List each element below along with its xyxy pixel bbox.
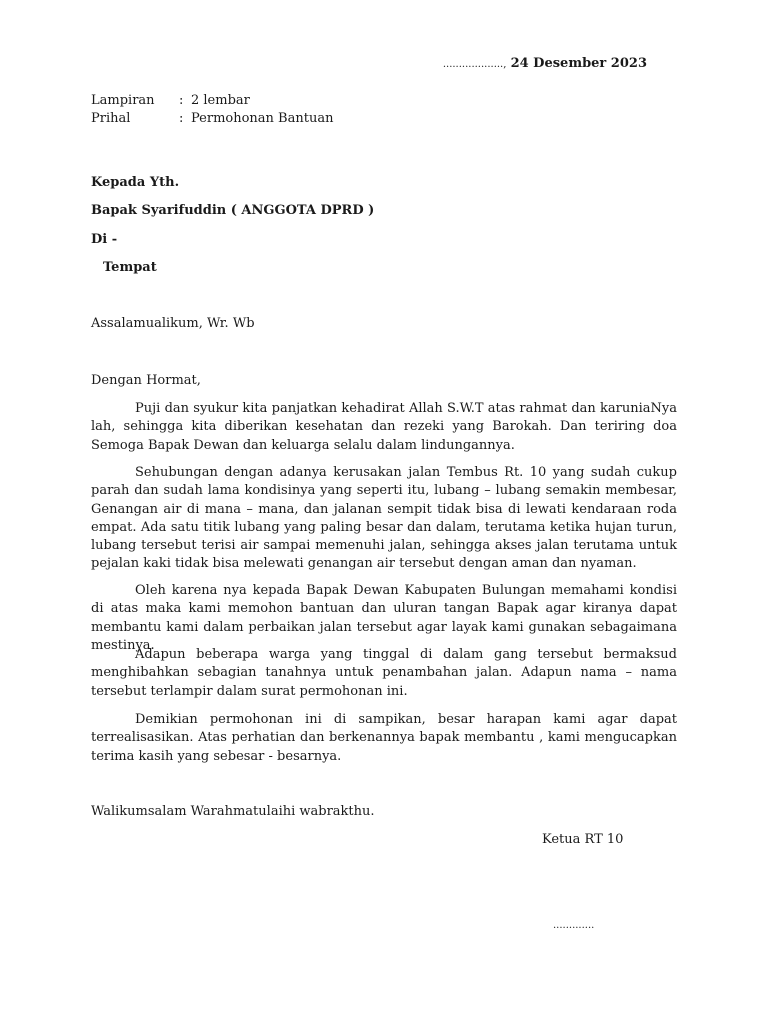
recipient-place: Tempat [103,260,157,275]
recipient-at: Di - [91,232,118,247]
body-paragraph-4: Adapun beberapa warga yang tinggal di dalam gang tersebut bermaksud menghibahkan sebagian tanahnya untuk penambahan jalan. Adapun nama – nama tersebut terlampir dalam surat permohonan ini. [91,647,677,699]
attachment-value: 2 lembar [191,93,250,108]
greeting: Assalamualikum, Wr. Wb [91,316,255,331]
place-placeholder: ..................., [442,59,507,70]
recipient-name: Bapak Syarifuddin ( ANGGOTA DPRD ) [91,203,375,218]
date-line [443,56,647,71]
body-paragraph-1: Puji dan syukur kita panjatkan kehadirat Allah S.W.T atas rahmat dan karuniaNya lah, sehingga kita diberikan kesehatan dan rezeki yang Barokah. Dan teriring doa Semoga Bapak Dewan dan keluarga selalu dalam lindungannya. [91,401,677,453]
subject-separator: : [179,111,184,126]
body-paragraph-3: Oleh karena nya kepada Bapak Dewan Kabupaten Bulungan memahami kondisi di atas maka kami memohon bantuan dan uluran tangan Bapak agar kiranya dapat membantu kami dalam perbaikan jalan tersebut agar layak kami gunakan sebagaimana mestinya. [91,583,677,653]
attachment-label: Lampiran [91,93,155,108]
closing: Walikumsalam Warahmatulaihi wabrakthu. [91,804,375,819]
attachment-row [91,92,333,110]
subject-row [91,110,333,128]
body-paragraph-2: Sehubungan dengan adanya kerusakan jalan Tembus Rt. 10 yang sudah cukup parah dan sudah lama kondisinya yang seperti itu, lubang – lubang semakin membesar, Genangan air di mana – mana, dan jalanan sempit tidak bisa di lewati kendaraan roda empat. Ada satu titik lubang yang paling besar dan dalam, terutama ketika hujan turun, lubang tersebut terisi air sampai memenuhi jalan, sehingga akses jalan terutama untuk pejalan kaki tidak bisa melewati genangan air tersebut dengan aman dan nyaman. [91,465,677,572]
subject-value: Permohonan Bantuan [191,111,334,126]
signer-name-placeholder: ............. [553,920,595,931]
letter-date: 24 Desember 2023 [510,56,647,71]
subject-label: Prihal [91,111,131,126]
attachment-separator: : [179,93,184,108]
signer-title: Ketua RT 10 [542,832,624,847]
salutation: Dengan Hormat, [91,373,201,388]
recipient-to: Kepada Yth. [91,175,180,190]
body-paragraph-5: Demikian permohonan ini di sampikan, besar harapan kami agar dapat terrealisasikan. Atas perhatian dan berkenannya bapak membantu , kami mengucapkan terima kasih yang sebesar - besarnya. [91,712,677,764]
letter-meta [91,92,333,128]
